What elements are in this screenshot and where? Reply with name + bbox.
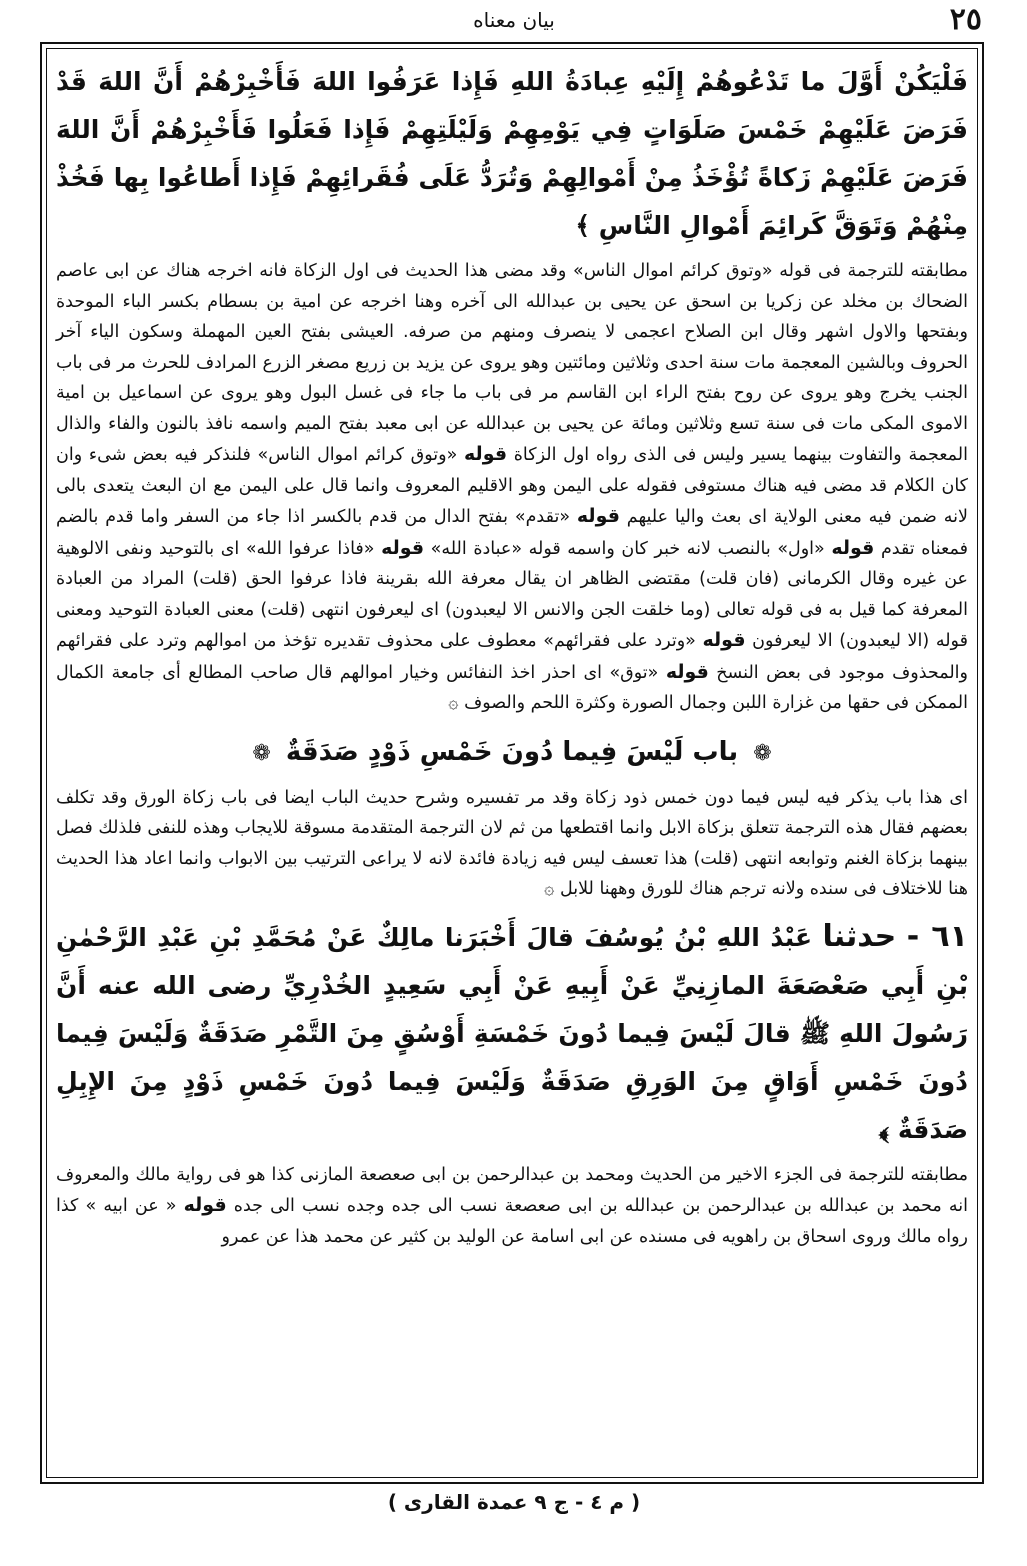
ornament-icon: ❁ bbox=[252, 740, 271, 766]
hadith-number: ٦١ - bbox=[906, 918, 968, 954]
ornament-icon: ❁ bbox=[753, 740, 772, 766]
page-footer-signature: ( م ٤ - ج ٩ عمدة القارى ) bbox=[387, 1490, 641, 1514]
commentary-text: «توق» اى احذر اخذ النفائس وخيار اموالهم قال صاحب المطالع أى جامعة الكمال الممكن فى حقها من غزارة اللبن وجمال الصورة وكثرة اللحم والصوف ۞ bbox=[56, 662, 968, 713]
commentary-text: «اول» بالنصب لانه خبر كان واسمه قوله «عبادة الله» bbox=[430, 538, 825, 559]
commentary-text: «وترد على فقرائهم» معطوف على محذوف تقديره تؤخذ من اموالهم وترد على فقرائهم والمحذوف موجود فى بعض النسخ bbox=[56, 631, 968, 683]
qawluhu-keyword: قوله bbox=[464, 443, 508, 465]
qawluhu-keyword: قوله bbox=[381, 536, 425, 559]
text-frame bbox=[40, 42, 984, 1484]
commentary-text: «فاذا عرفوا الله» اى بالتوحيد ونفى الالوهية عن غيره وقال الكرمانى (فان قلت) مقتضى الظاهر ان يقال معرفة الله بقرينة فاذا عرفوا الحق (قلت) المراد من العبادة المعرفة كما قيل به فى قوله تعالى (وما خلقت الجن والانس الا ليعبدون) اى ليعرفون انتهى (قلت) معنى العبادة التوحيد ومعنى قوله (الا ليعبدون) الا ليعرفون bbox=[56, 538, 968, 651]
page-header bbox=[40, 2, 988, 38]
page-number: ٢٥ bbox=[949, 2, 982, 37]
commentary-text: مطابقته للترجمة فى الجزء الاخير من الحديث ومحمد بن عبدالرحمن بن ابى صعصعة المازنى كذا هو فى رواية مالك والمعروف انه محمد بن عبدالله بن عبدالرحمن بن عبدالله بن ابى صعصعة نسب الى جده وجده نسب الى جده bbox=[56, 1164, 968, 1216]
haddathana-keyword: حدثنا bbox=[822, 918, 897, 954]
hadith-text: عَبْدُ اللهِ بْنُ يُوسُفَ قالَ أَخْبَرَنا مالِكٌ عَنْ مُحَمَّدِ بْنِ عَبْدِ الرَّحْمٰنِ بْنِ أَبِي صَعْصَعَةَ المازِنِيِّ عَنْ أَبِيهِ عَنْ أَبِي سَعِيدٍ الخُدْرِيِّ رضى الله عنه أَنَّ رَسُولَ اللهِ ﷺ قالَ لَيْسَ فِيما دُونَ خَمْسَةِ أَوْسُقٍ مِنَ التَّمْرِ صَدَقَةٌ وَلَيْسَ فِيما دُونَ خَمْسِ أَوَاقٍ مِنَ الوَرِقِ صَدَقَةٌ وَلَيْسَ فِيما دُونَ خَمْسِ ذَوْدٍ مِنَ الإِبِلِ صَدَقَةٌ ﴾ bbox=[56, 922, 968, 1144]
qawluhu-keyword: قوله bbox=[665, 660, 709, 683]
qawluhu-keyword: قوله bbox=[576, 505, 620, 527]
running-title: بيان معناه bbox=[473, 8, 555, 32]
chapter-title: باب لَيْسَ فِيما دُونَ خَمْسِ ذَوْدٍ صَدَقَةٌ bbox=[285, 736, 739, 767]
page bbox=[40, 0, 988, 1566]
chapter-heading bbox=[56, 737, 968, 767]
commentary-text: « عن ابيه » كذا رواه مالك وروى اسحاق بن راهويه فى مسنده عن ابى اسامة عن الوليد بن كثير عن محمد هذا عن عمرو bbox=[56, 1196, 968, 1247]
qawluhu-keyword: قوله bbox=[702, 629, 746, 651]
commentary-text: مطابقته للترجمة فى قوله «وتوق كرائم اموال الناس» وقد مضى هذا الحديث فى اول الزكاة فانه اخرجه هناك عن ابى عاصم الضحاك بن مخلد عن زكريا بن اسحق عن يحيى بن عبدالله الى آخره وهنا اخرجه عن امية بن بسطام بكسر الباء الموحدة وبفتحها والاول اشهر وقال ابن الصلاح اعجمى لا ينصرف ومنهم من صرفه. العيشى بفتح العين المهملة وسكون الياء آخر الحروف وبالشين المعجمة مات سنة احدى وثلاثين ومائتين وهو يروى عن يزيد بن زريع مصغر الزرع المرادف للحرث مر فى باب الجنب يخرج وهو يروى عن روح بفتح الراء ابن القاسم مر فى باب ما جاء فى غسل البول وهو يروى عن اسماعيل بن امية الاموى المكى مات فى سنة تسع وثلاثين ومائة عن يحيى بن عبدالله عن ابى معبد بفتح الميم واسمه نافذ بالنون والفاء والذال المعجمة والتفاوت بينهما يسير وليس فى الذى رواه اول الزكاة bbox=[56, 261, 968, 465]
qawluhu-keyword: قوله bbox=[183, 1194, 227, 1216]
page-body bbox=[56, 58, 968, 1252]
commentary-1 bbox=[56, 256, 968, 719]
commentary-2: اى هذا باب يذكر فيه ليس فيما دون خمس ذود زكاة وقد مر تفسيره وشرح حديث الباب ايضا فى باب زكاة الورق وقد تكلف بعضهم فقال هذه الترجمة تتعلق بزكاة الابل وانما اقتطعها من ثم لان الترجمة المتقدمة مسوقة للايجاب وهذه للنفى فلذلك فصل بينهما بزكاة الغنم وتوابعه انتهى (قلت) هذا تعسف ليس فيه زيادة فائدة لانه لا يراعى الترتيب بين الابواب وانما اعاد هذا الحديث هنا للاختلاف فى سنده ولانه ترجم هناك للورق وههنا للابل ۞ bbox=[56, 787, 968, 899]
hadith-61 bbox=[56, 913, 968, 1154]
commentary-text: «وتوق كرائم اموال الناس» فلنذكر فيه بعض شىء وان كان الكلام قد مضى فيه هناك مستوفى فقوله على اليمن وهو الاقليم المعروف وانما قال على اليمن مع ان البعث يتعدى بالى لانه ضمن فيه معنى الولاية اى بعث واليا عليهم bbox=[56, 445, 968, 527]
commentary-3 bbox=[56, 1160, 968, 1253]
commentary-text: «تقدم» بفتح الدال من قدم بالكسر اذا جاء من السفر واما قدم بالضم فمعناه تقدم bbox=[56, 507, 968, 559]
qawluhu-keyword: قوله bbox=[831, 536, 875, 559]
hadith-text-top: فَلْيَكُنْ أَوَّلَ ما تَدْعُوهُمْ إِلَيْهِ عِبادَةُ اللهِ فَإِذا عَرَفُوا اللهَ فَأَخْبِرْهُمْ أَنَّ اللهَ قَدْ فَرَضَ عَلَيْهِمْ خَمْسَ صَلَوَاتٍ فِي يَوْمِهِمْ وَلَيْلَتِهِمْ فَإِذا فَعَلُوا فَأَخْبِرْهُمْ أَنَّ اللهَ فَرَضَ عَلَيْهِمْ زَكاةً تُؤْخَذُ مِنْ أَمْوالِهِمْ وَتُرَدُّ عَلَى فُقَرائِهِمْ فَإِذا أَطاعُوا بِها فَخُذْ مِنْهُمْ وَتَوَقَّ كَرائِمَ أَمْوالِ النَّاسِ ﴾ bbox=[56, 67, 968, 240]
